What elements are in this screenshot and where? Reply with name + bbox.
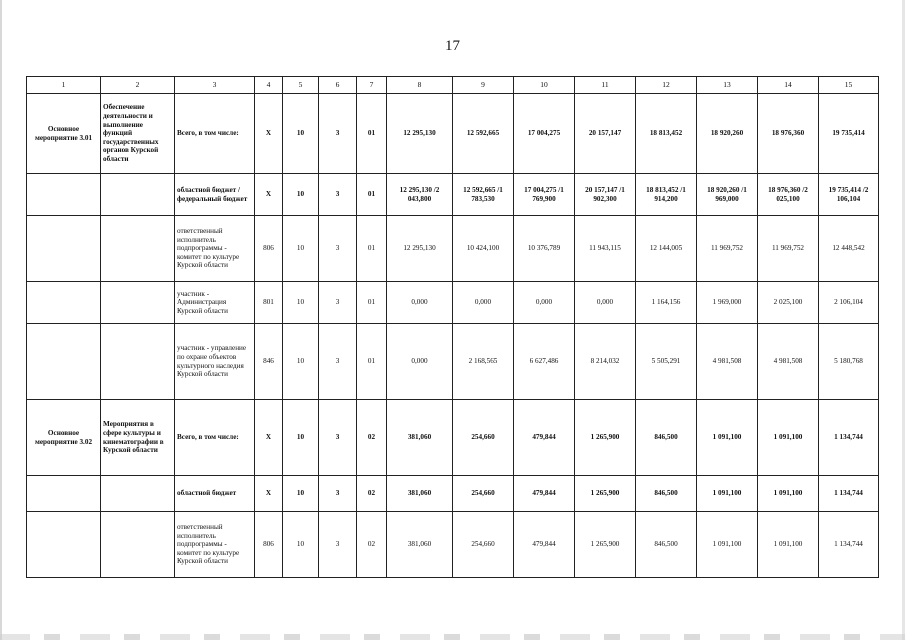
table-cell: 1 265,900 xyxy=(575,400,636,476)
table-cell: 01 xyxy=(357,174,387,216)
table-cell: X xyxy=(255,400,283,476)
table-cell: 18 976,360 /2 025,100 xyxy=(758,174,819,216)
column-header: 11 xyxy=(575,77,636,94)
table-cell: 381,060 xyxy=(387,400,453,476)
column-header: 8 xyxy=(387,77,453,94)
table-cell: 01 xyxy=(357,324,387,400)
table-cell xyxy=(27,476,101,512)
table-cell: 12 592,665 /1 783,530 xyxy=(453,174,514,216)
table-cell: 10 xyxy=(283,324,319,400)
table-cell: 4 981,508 xyxy=(758,324,819,400)
table-cell: 1 164,156 xyxy=(636,282,697,324)
table-cell: 5 505,291 xyxy=(636,324,697,400)
table-cell: 1 134,744 xyxy=(819,512,879,578)
table-cell: 801 xyxy=(255,282,283,324)
table-cell: Основное мероприятие 3.02 xyxy=(27,400,101,476)
table-cell: X xyxy=(255,476,283,512)
table-cell: 3 xyxy=(319,282,357,324)
table-cell: 12 144,005 xyxy=(636,216,697,282)
table-cell: ответственный исполнитель подпрограммы - комитет по культуре Курской области xyxy=(175,512,255,578)
table-cell: 1 091,100 xyxy=(758,400,819,476)
budget-table xyxy=(26,76,879,578)
table-cell: 1 134,744 xyxy=(819,400,879,476)
page-number: 17 xyxy=(445,38,460,54)
table-cell xyxy=(27,512,101,578)
table-cell: 10 424,100 xyxy=(453,216,514,282)
column-header: 5 xyxy=(283,77,319,94)
table-cell: 18 920,260 /1 969,000 xyxy=(697,174,758,216)
table-cell: 11 969,752 xyxy=(758,216,819,282)
table-cell xyxy=(101,512,175,578)
table-cell: 3 xyxy=(319,216,357,282)
table-cell: 0,000 xyxy=(387,324,453,400)
table-cell: 3 xyxy=(319,174,357,216)
table-cell: ответственный исполнитель подпрограммы - комитет по культуре Курской области xyxy=(175,216,255,282)
table-cell: Обеспечение деятельности и выполнение функций государственных органов Курской области xyxy=(101,94,175,174)
table-cell: 3 xyxy=(319,324,357,400)
table-cell: 806 xyxy=(255,512,283,578)
table-cell: 12 295,130 xyxy=(387,94,453,174)
table-cell: 2 168,565 xyxy=(453,324,514,400)
table-cell: Мероприятия в сфере культуры и кинематографии в Курской области xyxy=(101,400,175,476)
table-cell: 2 025,100 xyxy=(758,282,819,324)
table-cell: 18 920,260 xyxy=(697,94,758,174)
table-cell: 3 xyxy=(319,512,357,578)
column-header: 10 xyxy=(514,77,575,94)
table-cell: 479,844 xyxy=(514,400,575,476)
table-cell: 1 091,100 xyxy=(758,476,819,512)
table-cell: областной бюджет xyxy=(175,476,255,512)
table-cell: 18 813,452 xyxy=(636,94,697,174)
table-cell: 254,660 xyxy=(453,400,514,476)
table-cell: 12 592,665 xyxy=(453,94,514,174)
table-cell: 02 xyxy=(357,400,387,476)
table-cell: 381,060 xyxy=(387,476,453,512)
table-cell: 10 xyxy=(283,94,319,174)
column-header: 4 xyxy=(255,77,283,94)
table-cell: 01 xyxy=(357,216,387,282)
table-cell: 18 976,360 xyxy=(758,94,819,174)
table-cell: 0,000 xyxy=(453,282,514,324)
table-cell: 10 xyxy=(283,282,319,324)
table-row xyxy=(27,94,879,174)
column-header: 7 xyxy=(357,77,387,94)
table-cell: 10 xyxy=(283,216,319,282)
table-cell xyxy=(101,324,175,400)
table-cell xyxy=(101,476,175,512)
table-cell: 846 xyxy=(255,324,283,400)
table-cell: участник - Администрация Курской области xyxy=(175,282,255,324)
table-cell xyxy=(27,174,101,216)
table-cell xyxy=(27,324,101,400)
table-cell: X xyxy=(255,94,283,174)
table-cell: 1 265,900 xyxy=(575,476,636,512)
table-cell xyxy=(27,216,101,282)
table-cell: 0,000 xyxy=(575,282,636,324)
table-cell: 1 091,100 xyxy=(697,400,758,476)
table-cell: 254,660 xyxy=(453,476,514,512)
table-cell: 2 106,104 xyxy=(819,282,879,324)
table-cell: 10 xyxy=(283,476,319,512)
table-cell: 1 091,100 xyxy=(697,512,758,578)
table-row xyxy=(27,216,879,282)
table-body xyxy=(27,77,879,578)
column-header: 3 xyxy=(175,77,255,94)
table-cell: 3 xyxy=(319,400,357,476)
table-cell: 806 xyxy=(255,216,283,282)
table-cell: Основное мероприятие 3.01 xyxy=(27,94,101,174)
table-cell: 12 295,130 xyxy=(387,216,453,282)
table-cell: 1 969,000 xyxy=(697,282,758,324)
table-cell: 11 943,115 xyxy=(575,216,636,282)
scan-edge-left xyxy=(0,0,2,640)
column-header: 12 xyxy=(636,77,697,94)
table-cell: областной бюджет /федеральный бюджет xyxy=(175,174,255,216)
table-cell: 0,000 xyxy=(387,282,453,324)
table-cell: Всего, в том числе: xyxy=(175,400,255,476)
table-cell: 10 xyxy=(283,512,319,578)
table-cell: 02 xyxy=(357,512,387,578)
column-header: 13 xyxy=(697,77,758,94)
table-cell: 02 xyxy=(357,476,387,512)
table-cell: 846,500 xyxy=(636,512,697,578)
table-cell: 479,844 xyxy=(514,512,575,578)
table-cell: 10 376,789 xyxy=(514,216,575,282)
table-cell: 846,500 xyxy=(636,400,697,476)
table-cell: 6 627,486 xyxy=(514,324,575,400)
table-cell: 17 004,275 xyxy=(514,94,575,174)
table-row xyxy=(27,282,879,324)
table-cell: 01 xyxy=(357,94,387,174)
table-cell: 0,000 xyxy=(514,282,575,324)
column-header: 9 xyxy=(453,77,514,94)
table-cell: 3 xyxy=(319,476,357,512)
table-cell xyxy=(101,174,175,216)
column-header: 2 xyxy=(101,77,175,94)
table-cell: 20 157,147 /1 902,300 xyxy=(575,174,636,216)
table-cell: 1 265,900 xyxy=(575,512,636,578)
table-cell xyxy=(27,282,101,324)
table-row xyxy=(27,324,879,400)
table-cell: 8 214,032 xyxy=(575,324,636,400)
header-row xyxy=(27,77,879,94)
table-cell: 12 448,542 xyxy=(819,216,879,282)
table-row xyxy=(27,476,879,512)
column-header: 1 xyxy=(27,77,101,94)
column-header: 15 xyxy=(819,77,879,94)
table-cell xyxy=(101,282,175,324)
table-cell: 10 xyxy=(283,174,319,216)
table-cell: 479,844 xyxy=(514,476,575,512)
column-header: 6 xyxy=(319,77,357,94)
table-cell: 12 295,130 /2 043,800 xyxy=(387,174,453,216)
table-cell: Всего, в том числе: xyxy=(175,94,255,174)
table-cell: 18 813,452 /1 914,200 xyxy=(636,174,697,216)
table-cell xyxy=(101,216,175,282)
table-cell: 17 004,275 /1 769,900 xyxy=(514,174,575,216)
scan-artifact-bottom xyxy=(0,634,905,640)
table-cell: 254,660 xyxy=(453,512,514,578)
table-cell: 1 134,744 xyxy=(819,476,879,512)
table-cell: 01 xyxy=(357,282,387,324)
table-row xyxy=(27,174,879,216)
table-cell: 11 969,752 xyxy=(697,216,758,282)
table-cell: 20 157,147 xyxy=(575,94,636,174)
table-cell: 4 981,508 xyxy=(697,324,758,400)
table-cell: 10 xyxy=(283,400,319,476)
table-cell: 846,500 xyxy=(636,476,697,512)
table-cell: 3 xyxy=(319,94,357,174)
table-row xyxy=(27,400,879,476)
column-header: 14 xyxy=(758,77,819,94)
table-cell: X xyxy=(255,174,283,216)
table-cell: 19 735,414 /2 106,104 xyxy=(819,174,879,216)
table-cell: 1 091,100 xyxy=(758,512,819,578)
table-cell: 381,060 xyxy=(387,512,453,578)
table-cell: 5 180,768 xyxy=(819,324,879,400)
table-cell: 1 091,100 xyxy=(697,476,758,512)
table-cell: участник - управление по охране объектов культурного наследия Курской области xyxy=(175,324,255,400)
table-row xyxy=(27,512,879,578)
table-cell: 19 735,414 xyxy=(819,94,879,174)
